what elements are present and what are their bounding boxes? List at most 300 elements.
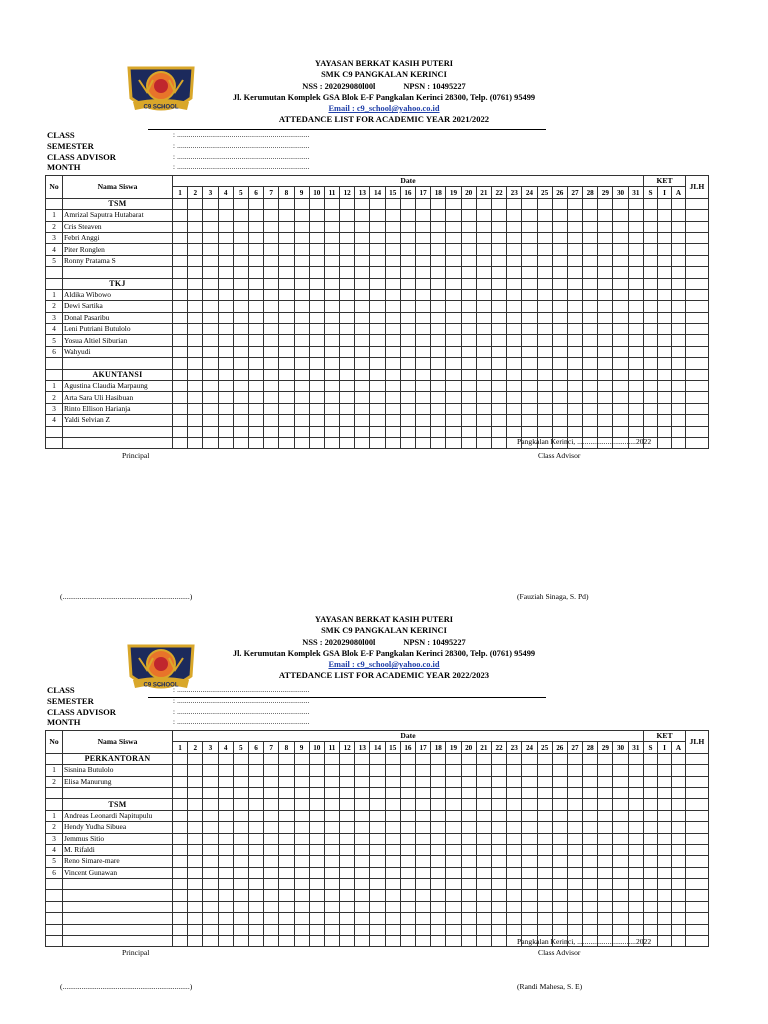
attendance-cell[interactable] (598, 255, 613, 266)
attendance-cell[interactable] (598, 879, 613, 890)
attendance-cell[interactable] (233, 381, 248, 392)
attendance-cell[interactable] (598, 346, 613, 357)
attendance-cell[interactable] (248, 913, 263, 924)
attendance-cell[interactable] (233, 210, 248, 221)
ket-cell[interactable] (658, 890, 672, 901)
ket-cell[interactable] (644, 901, 658, 912)
attendance-cell[interactable] (491, 879, 506, 890)
attendance-cell[interactable] (583, 346, 598, 357)
attendance-cell[interactable] (567, 879, 582, 890)
attendance-cell[interactable] (416, 913, 431, 924)
attendance-cell[interactable] (218, 810, 233, 821)
attendance-cell[interactable] (522, 890, 537, 901)
attendance-cell[interactable] (188, 879, 203, 890)
attendance-cell[interactable] (400, 890, 415, 901)
attendance-cell[interactable] (324, 244, 339, 255)
attendance-cell[interactable] (309, 879, 324, 890)
attendance-cell[interactable] (264, 867, 279, 878)
attendance-cell[interactable] (537, 844, 552, 855)
attendance-cell[interactable] (461, 936, 476, 947)
attendance-cell[interactable] (233, 890, 248, 901)
attendance-cell[interactable] (522, 822, 537, 833)
attendance-cell[interactable] (461, 324, 476, 335)
attendance-cell[interactable] (340, 765, 355, 776)
attendance-cell[interactable] (279, 267, 294, 278)
jlh-cell[interactable] (686, 278, 709, 289)
attendance-cell[interactable] (173, 787, 188, 798)
ket-cell[interactable] (672, 358, 686, 369)
attendance-cell[interactable] (400, 403, 415, 414)
attendance-cell[interactable] (431, 844, 446, 855)
attendance-cell[interactable] (385, 312, 400, 323)
attendance-cell[interactable] (522, 787, 537, 798)
attendance-cell[interactable] (491, 856, 506, 867)
attendance-cell[interactable] (613, 198, 628, 209)
attendance-cell[interactable] (188, 437, 203, 448)
attendance-cell[interactable] (567, 415, 582, 426)
attendance-cell[interactable] (324, 913, 339, 924)
attendance-cell[interactable] (628, 426, 643, 437)
attendance-cell[interactable] (279, 879, 294, 890)
attendance-cell[interactable] (491, 335, 506, 346)
attendance-cell[interactable] (370, 346, 385, 357)
attendance-cell[interactable] (218, 833, 233, 844)
attendance-cell[interactable] (583, 301, 598, 312)
attendance-cell[interactable] (416, 289, 431, 300)
attendance-cell[interactable] (309, 936, 324, 947)
attendance-cell[interactable] (233, 765, 248, 776)
attendance-cell[interactable] (613, 913, 628, 924)
ket-cell[interactable] (672, 244, 686, 255)
attendance-cell[interactable] (188, 924, 203, 935)
attendance-cell[interactable] (461, 198, 476, 209)
attendance-cell[interactable] (613, 867, 628, 878)
attendance-cell[interactable] (491, 437, 506, 448)
attendance-cell[interactable] (248, 415, 263, 426)
attendance-cell[interactable] (218, 324, 233, 335)
ket-cell[interactable] (672, 844, 686, 855)
attendance-cell[interactable] (613, 232, 628, 243)
attendance-cell[interactable] (567, 232, 582, 243)
attendance-cell[interactable] (309, 787, 324, 798)
attendance-cell[interactable] (340, 890, 355, 901)
attendance-cell[interactable] (173, 312, 188, 323)
attendance-cell[interactable] (552, 787, 567, 798)
jlh-cell[interactable] (686, 890, 709, 901)
ket-cell[interactable] (644, 833, 658, 844)
ket-cell[interactable] (672, 879, 686, 890)
attendance-cell[interactable] (583, 833, 598, 844)
attendance-cell[interactable] (491, 403, 506, 414)
attendance-cell[interactable] (613, 392, 628, 403)
attendance-cell[interactable] (416, 369, 431, 380)
attendance-cell[interactable] (340, 221, 355, 232)
attendance-cell[interactable] (476, 765, 491, 776)
attendance-cell[interactable] (203, 879, 218, 890)
attendance-cell[interactable] (598, 776, 613, 787)
attendance-cell[interactable] (294, 346, 309, 357)
attendance-cell[interactable] (340, 924, 355, 935)
attendance-cell[interactable] (355, 381, 370, 392)
attendance-cell[interactable] (324, 381, 339, 392)
attendance-cell[interactable] (476, 346, 491, 357)
attendance-cell[interactable] (552, 255, 567, 266)
attendance-cell[interactable] (188, 810, 203, 821)
attendance-cell[interactable] (203, 856, 218, 867)
attendance-cell[interactable] (188, 867, 203, 878)
attendance-cell[interactable] (522, 198, 537, 209)
attendance-cell[interactable] (264, 335, 279, 346)
attendance-cell[interactable] (188, 415, 203, 426)
attendance-cell[interactable] (264, 799, 279, 810)
attendance-cell[interactable] (370, 301, 385, 312)
attendance-cell[interactable] (431, 403, 446, 414)
ket-cell[interactable] (672, 867, 686, 878)
attendance-cell[interactable] (613, 312, 628, 323)
attendance-cell[interactable] (294, 278, 309, 289)
attendance-cell[interactable] (431, 936, 446, 947)
attendance-cell[interactable] (218, 335, 233, 346)
attendance-cell[interactable] (385, 221, 400, 232)
attendance-cell[interactable] (416, 787, 431, 798)
attendance-cell[interactable] (218, 776, 233, 787)
attendance-cell[interactable] (613, 426, 628, 437)
attendance-cell[interactable] (218, 255, 233, 266)
attendance-cell[interactable] (628, 856, 643, 867)
attendance-cell[interactable] (324, 255, 339, 266)
attendance-cell[interactable] (324, 198, 339, 209)
attendance-cell[interactable] (340, 324, 355, 335)
attendance-cell[interactable] (385, 244, 400, 255)
ket-cell[interactable] (658, 255, 672, 266)
ket-cell[interactable] (644, 221, 658, 232)
attendance-cell[interactable] (552, 924, 567, 935)
attendance-cell[interactable] (233, 289, 248, 300)
attendance-cell[interactable] (233, 335, 248, 346)
attendance-cell[interactable] (507, 369, 522, 380)
attendance-cell[interactable] (400, 255, 415, 266)
attendance-cell[interactable] (385, 936, 400, 947)
attendance-cell[interactable] (416, 799, 431, 810)
attendance-cell[interactable] (324, 867, 339, 878)
jlh-cell[interactable] (686, 244, 709, 255)
attendance-cell[interactable] (203, 392, 218, 403)
attendance-cell[interactable] (324, 901, 339, 912)
attendance-cell[interactable] (279, 822, 294, 833)
ket-cell[interactable] (658, 879, 672, 890)
attendance-cell[interactable] (370, 392, 385, 403)
attendance-cell[interactable] (507, 901, 522, 912)
attendance-cell[interactable] (461, 278, 476, 289)
attendance-cell[interactable] (567, 844, 582, 855)
attendance-cell[interactable] (522, 232, 537, 243)
ket-cell[interactable] (658, 392, 672, 403)
attendance-cell[interactable] (279, 867, 294, 878)
attendance-cell[interactable] (552, 392, 567, 403)
attendance-cell[interactable] (446, 255, 461, 266)
attendance-cell[interactable] (431, 289, 446, 300)
ket-cell[interactable] (672, 776, 686, 787)
attendance-cell[interactable] (476, 301, 491, 312)
attendance-cell[interactable] (279, 890, 294, 901)
attendance-cell[interactable] (522, 301, 537, 312)
attendance-cell[interactable] (400, 936, 415, 947)
attendance-cell[interactable] (294, 437, 309, 448)
attendance-cell[interactable] (279, 833, 294, 844)
attendance-cell[interactable] (400, 799, 415, 810)
attendance-cell[interactable] (476, 358, 491, 369)
attendance-cell[interactable] (552, 426, 567, 437)
attendance-cell[interactable] (537, 324, 552, 335)
attendance-cell[interactable] (431, 232, 446, 243)
attendance-cell[interactable] (324, 879, 339, 890)
attendance-cell[interactable] (340, 198, 355, 209)
attendance-cell[interactable] (446, 278, 461, 289)
attendance-cell[interactable] (507, 392, 522, 403)
attendance-cell[interactable] (355, 312, 370, 323)
attendance-cell[interactable] (522, 415, 537, 426)
attendance-cell[interactable] (188, 346, 203, 357)
jlh-cell[interactable] (686, 221, 709, 232)
attendance-cell[interactable] (613, 415, 628, 426)
attendance-cell[interactable] (416, 210, 431, 221)
attendance-cell[interactable] (233, 844, 248, 855)
attendance-cell[interactable] (522, 278, 537, 289)
ket-cell[interactable] (658, 301, 672, 312)
attendance-cell[interactable] (385, 776, 400, 787)
jlh-cell[interactable] (686, 765, 709, 776)
attendance-cell[interactable] (491, 358, 506, 369)
attendance-cell[interactable] (218, 358, 233, 369)
attendance-cell[interactable] (294, 924, 309, 935)
attendance-cell[interactable] (567, 822, 582, 833)
attendance-cell[interactable] (598, 913, 613, 924)
attendance-cell[interactable] (203, 244, 218, 255)
attendance-cell[interactable] (583, 381, 598, 392)
attendance-cell[interactable] (583, 335, 598, 346)
attendance-cell[interactable] (416, 312, 431, 323)
attendance-cell[interactable] (491, 301, 506, 312)
attendance-cell[interactable] (309, 335, 324, 346)
attendance-cell[interactable] (294, 833, 309, 844)
attendance-cell[interactable] (203, 221, 218, 232)
attendance-cell[interactable] (370, 437, 385, 448)
attendance-cell[interactable] (203, 301, 218, 312)
attendance-cell[interactable] (218, 369, 233, 380)
attendance-cell[interactable] (613, 210, 628, 221)
ket-cell[interactable] (644, 890, 658, 901)
attendance-cell[interactable] (355, 924, 370, 935)
attendance-cell[interactable] (355, 753, 370, 764)
attendance-cell[interactable] (385, 901, 400, 912)
attendance-cell[interactable] (188, 856, 203, 867)
attendance-cell[interactable] (173, 833, 188, 844)
attendance-cell[interactable] (431, 776, 446, 787)
attendance-cell[interactable] (370, 358, 385, 369)
attendance-cell[interactable] (491, 799, 506, 810)
ket-cell[interactable] (658, 324, 672, 335)
attendance-cell[interactable] (507, 856, 522, 867)
attendance-cell[interactable] (507, 415, 522, 426)
attendance-cell[interactable] (264, 901, 279, 912)
attendance-cell[interactable] (400, 232, 415, 243)
attendance-cell[interactable] (476, 822, 491, 833)
attendance-cell[interactable] (173, 765, 188, 776)
attendance-cell[interactable] (522, 833, 537, 844)
attendance-cell[interactable] (173, 358, 188, 369)
attendance-cell[interactable] (324, 301, 339, 312)
jlh-cell[interactable] (686, 799, 709, 810)
attendance-cell[interactable] (552, 244, 567, 255)
attendance-cell[interactable] (613, 324, 628, 335)
attendance-cell[interactable] (385, 867, 400, 878)
attendance-cell[interactable] (598, 278, 613, 289)
attendance-cell[interactable] (416, 232, 431, 243)
attendance-cell[interactable] (324, 787, 339, 798)
attendance-cell[interactable] (264, 267, 279, 278)
attendance-cell[interactable] (613, 369, 628, 380)
attendance-cell[interactable] (507, 799, 522, 810)
attendance-cell[interactable] (507, 198, 522, 209)
attendance-cell[interactable] (188, 844, 203, 855)
attendance-cell[interactable] (522, 267, 537, 278)
attendance-cell[interactable] (446, 924, 461, 935)
attendance-cell[interactable] (173, 369, 188, 380)
attendance-cell[interactable] (370, 822, 385, 833)
attendance-cell[interactable] (188, 833, 203, 844)
attendance-cell[interactable] (355, 358, 370, 369)
attendance-cell[interactable] (567, 856, 582, 867)
ket-cell[interactable] (658, 335, 672, 346)
attendance-cell[interactable] (264, 924, 279, 935)
attendance-cell[interactable] (279, 936, 294, 947)
attendance-cell[interactable] (431, 765, 446, 776)
attendance-cell[interactable] (476, 856, 491, 867)
attendance-cell[interactable] (218, 221, 233, 232)
attendance-cell[interactable] (476, 867, 491, 878)
attendance-cell[interactable] (567, 403, 582, 414)
attendance-cell[interactable] (522, 210, 537, 221)
ket-cell[interactable] (644, 776, 658, 787)
ket-cell[interactable] (672, 392, 686, 403)
attendance-cell[interactable] (476, 787, 491, 798)
attendance-cell[interactable] (279, 232, 294, 243)
attendance-cell[interactable] (431, 901, 446, 912)
ket-cell[interactable] (658, 901, 672, 912)
attendance-cell[interactable] (491, 244, 506, 255)
ket-cell[interactable] (658, 289, 672, 300)
attendance-cell[interactable] (507, 324, 522, 335)
attendance-cell[interactable] (355, 890, 370, 901)
attendance-cell[interactable] (522, 312, 537, 323)
attendance-cell[interactable] (370, 312, 385, 323)
attendance-cell[interactable] (491, 392, 506, 403)
attendance-cell[interactable] (294, 358, 309, 369)
attendance-cell[interactable] (446, 267, 461, 278)
ket-cell[interactable] (672, 301, 686, 312)
attendance-cell[interactable] (370, 210, 385, 221)
attendance-cell[interactable] (233, 346, 248, 357)
attendance-cell[interactable] (264, 255, 279, 266)
attendance-cell[interactable] (567, 753, 582, 764)
jlh-cell[interactable] (686, 210, 709, 221)
attendance-cell[interactable] (522, 244, 537, 255)
attendance-cell[interactable] (446, 312, 461, 323)
attendance-cell[interactable] (491, 221, 506, 232)
attendance-cell[interactable] (248, 381, 263, 392)
ket-cell[interactable] (658, 232, 672, 243)
attendance-cell[interactable] (309, 822, 324, 833)
attendance-cell[interactable] (598, 822, 613, 833)
ket-cell[interactable] (672, 765, 686, 776)
attendance-cell[interactable] (203, 844, 218, 855)
attendance-cell[interactable] (355, 301, 370, 312)
attendance-cell[interactable] (416, 844, 431, 855)
attendance-cell[interactable] (218, 232, 233, 243)
attendance-cell[interactable] (567, 381, 582, 392)
attendance-cell[interactable] (507, 335, 522, 346)
attendance-cell[interactable] (613, 403, 628, 414)
attendance-cell[interactable] (416, 221, 431, 232)
attendance-cell[interactable] (324, 924, 339, 935)
attendance-cell[interactable] (537, 856, 552, 867)
attendance-cell[interactable] (537, 301, 552, 312)
attendance-cell[interactable] (598, 335, 613, 346)
attendance-cell[interactable] (446, 324, 461, 335)
attendance-cell[interactable] (370, 415, 385, 426)
attendance-cell[interactable] (567, 267, 582, 278)
attendance-cell[interactable] (233, 787, 248, 798)
attendance-cell[interactable] (309, 301, 324, 312)
attendance-cell[interactable] (340, 867, 355, 878)
attendance-cell[interactable] (188, 936, 203, 947)
attendance-cell[interactable] (264, 346, 279, 357)
attendance-cell[interactable] (309, 369, 324, 380)
attendance-cell[interactable] (446, 913, 461, 924)
attendance-cell[interactable] (370, 936, 385, 947)
attendance-cell[interactable] (416, 244, 431, 255)
attendance-cell[interactable] (203, 776, 218, 787)
attendance-cell[interactable] (613, 753, 628, 764)
attendance-cell[interactable] (385, 799, 400, 810)
attendance-cell[interactable] (233, 324, 248, 335)
attendance-cell[interactable] (537, 346, 552, 357)
attendance-cell[interactable] (355, 426, 370, 437)
attendance-cell[interactable] (583, 210, 598, 221)
attendance-cell[interactable] (507, 890, 522, 901)
attendance-cell[interactable] (188, 210, 203, 221)
attendance-cell[interactable] (279, 198, 294, 209)
ket-cell[interactable] (658, 936, 672, 947)
attendance-cell[interactable] (188, 221, 203, 232)
attendance-cell[interactable] (491, 232, 506, 243)
attendance-cell[interactable] (431, 369, 446, 380)
attendance-cell[interactable] (324, 358, 339, 369)
attendance-cell[interactable] (173, 403, 188, 414)
attendance-cell[interactable] (416, 278, 431, 289)
attendance-cell[interactable] (385, 810, 400, 821)
attendance-cell[interactable] (279, 278, 294, 289)
attendance-cell[interactable] (446, 936, 461, 947)
attendance-cell[interactable] (552, 890, 567, 901)
attendance-cell[interactable] (476, 255, 491, 266)
attendance-cell[interactable] (507, 381, 522, 392)
attendance-cell[interactable] (188, 232, 203, 243)
attendance-cell[interactable] (264, 278, 279, 289)
attendance-cell[interactable] (355, 289, 370, 300)
jlh-cell[interactable] (686, 255, 709, 266)
attendance-cell[interactable] (340, 381, 355, 392)
